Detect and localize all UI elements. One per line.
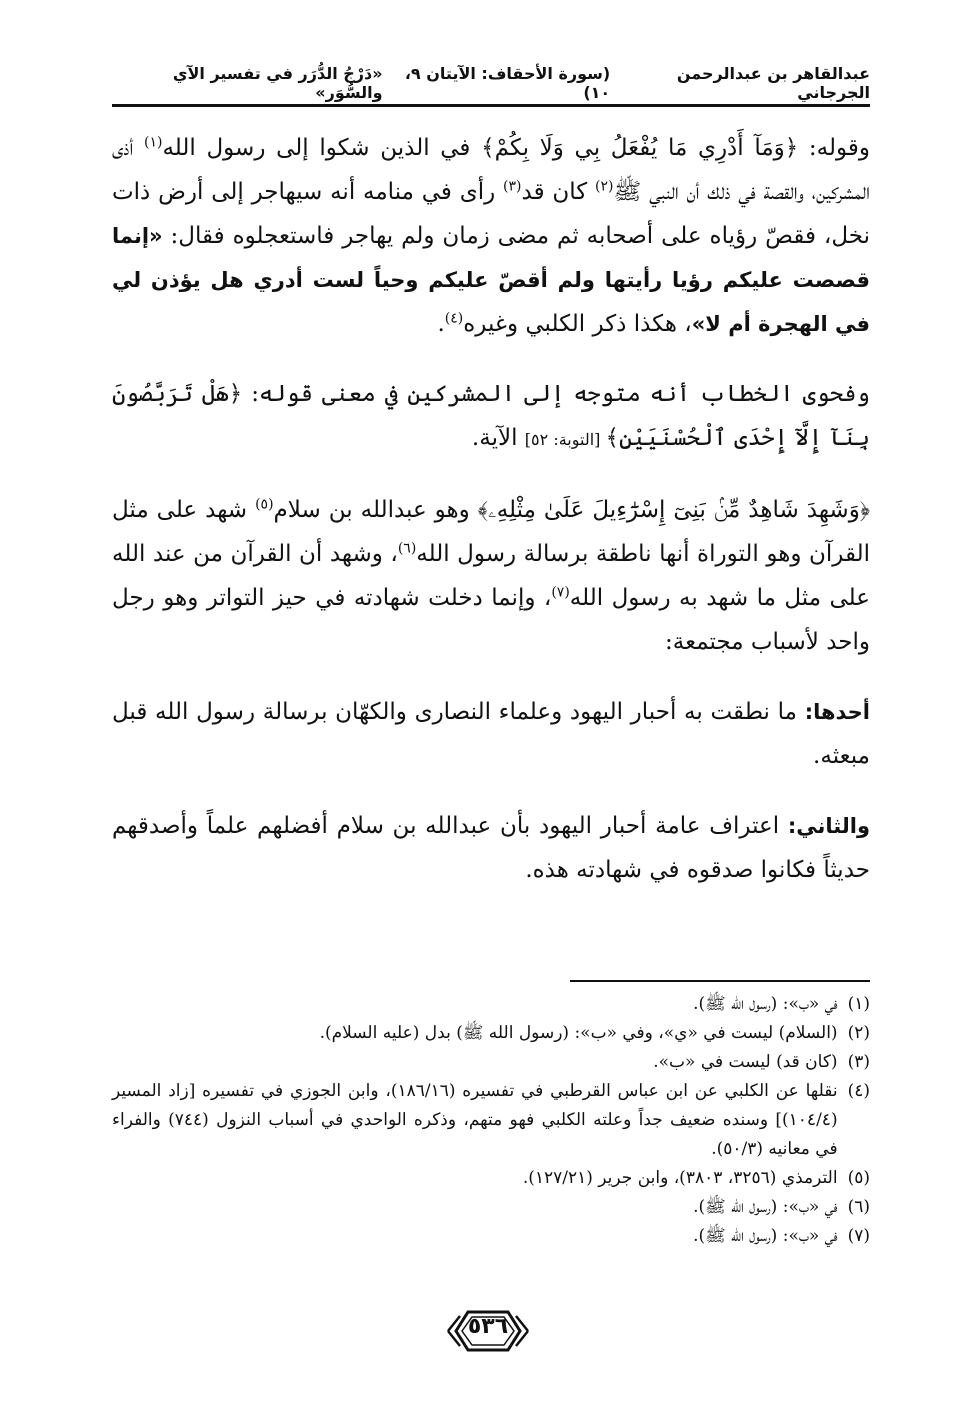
footnote-text: الترمذي (٣٢٥٦، ٣٨٠٣)، وابن جرير (١٢٧/٢١). (522, 1168, 838, 1188)
point-1-label: أحدها: (804, 700, 870, 724)
footnote-number: (٥) (847, 1168, 870, 1188)
footnote-6 (112, 1193, 870, 1222)
footnote-ref-2: (٢) (595, 178, 614, 195)
p2-text-a: وفحوى الخطاب أنه متوجه إلى المشركين في معنى قوله: (242, 381, 870, 407)
quran-verse-2: ﴿هَلْ تَرَبَّصُونَ بِنَآ إِلَّآ إِحْدَى ٱلْحُسْنَيَيْنِ﴾ (112, 381, 870, 451)
header-rule (112, 104, 870, 107)
running-header (112, 66, 870, 100)
quran-verse-1: ﴿وَمَآ أَدْرِي مَا يُفْعَلُ بِي وَلَا بِكُمْ﴾ (481, 135, 799, 161)
p1-text-a: وقوله: (798, 135, 870, 161)
footnote-text: نقلها عن الكلبي عن ابن عباس القرطبي في تفسيره (١٨٦/١٦)، وابن الجوزي في تفسيره [زاد المسير (١٠٤/٤)] وسنده ضعيف جداً وعلته الكلبي فهو متهم، وذكره الواحدي في أسباب النزول (٧٤٤) والفراء في معانيه (٥٠/٣). (112, 1081, 838, 1159)
header-surah: (سورة الأحقاف: الآيتان ٩، ١٠) (404, 64, 611, 102)
footnote-3 (112, 1048, 870, 1077)
p1-text-b: في الذين شكوا إلى رسول الله (162, 135, 482, 161)
footnote-ref-7: (٧) (551, 584, 570, 601)
footnote-number: (٧) (847, 1226, 870, 1246)
footnote-number: (١) (847, 994, 870, 1014)
footnotes (112, 990, 870, 1251)
p1-text-d: كان قد (521, 179, 596, 205)
paragraph-5 (112, 804, 870, 892)
footnote-text: (كان قد) ليست في «ب». (653, 1052, 838, 1072)
footnote-ref-6: (٦) (397, 540, 417, 557)
footnote-number: (٦) (847, 1197, 870, 1217)
footnote-ref-4: (٤) (444, 310, 464, 327)
header-book-title: «دَرْجُ الدُّرَر في تفسير الآي والسُّوَر» (172, 64, 383, 102)
footnote-ref-5: (٥) (255, 496, 274, 513)
p1-text-g: . (437, 311, 445, 337)
footnote-rule (570, 980, 870, 982)
paragraph-2 (112, 372, 870, 462)
p3-text-d: ، وإنما دخلت شهادته في حيز التواتر وهو رجل واحد لأسباب مجتمعة: (112, 585, 870, 655)
footnote-1 (112, 990, 870, 1019)
p1-text-e: رأى في منامه أنه سيهاجر إلى أرض ذات نخل، فقصّ رؤياه على أصحابه ثم مضى زمان ولم يهاجر فاستعجلوه فقال: (112, 179, 870, 249)
p3-text-c: ، وشهد أن القرآن من عند الله على مثل ما شهد به رسول الله (112, 541, 871, 611)
paragraph-1 (112, 126, 870, 346)
footnote-text: (السلام) ليست في «ي»، وفي «ب»: (رسول الله ﷺ) بدل (عليه السلام). (319, 1023, 838, 1043)
footnote-number: (٣) (847, 1052, 870, 1072)
paragraph-4 (112, 690, 870, 778)
footnote-number: (٢) (847, 1023, 870, 1043)
paragraph-3 (112, 488, 870, 664)
p3-text-a: وهو عبدالله بن سلام (273, 497, 478, 523)
p5-text-a: اعتراف عامة أحبار اليهود بأن عبدالله بن سلام أفضلهم علماً وأصدقهم حديثاً فكانوا صدقوه في شهادته هذه. (112, 813, 870, 883)
footnote-text: في «ب»: (رسول الله ﷺ). (693, 1226, 838, 1246)
p4-text-a: ما نطقت به أحبار اليهود وعلماء النصارى والكهّان برسالة رسول الله قبل مبعثه. (112, 699, 870, 769)
page-number: ٥٣٦ (467, 1314, 509, 1339)
footnote-7 (112, 1222, 870, 1251)
footnote-4 (112, 1077, 870, 1164)
p1-text-c: أذى المشركين، والقصة في ذلك أن النبي ﷺ (112, 135, 870, 205)
footnote-number: (٤) (847, 1081, 870, 1101)
point-2-label: والثاني: (787, 814, 871, 838)
p3-text-b: شهد على مثل القرآن وهو التوراة أنها ناطقة برسالة رسول الله (112, 497, 870, 567)
main-text (112, 126, 870, 918)
footnote-text: في «ب»: (رسول الله ﷺ). (693, 994, 838, 1014)
footnote-2 (112, 1019, 870, 1048)
header-author: عبدالقاهر بن عبدالرحمن الجرجاني (676, 64, 870, 102)
p1-text-f: ، هكذا ذكر الكلبي وغيره (463, 311, 692, 337)
p2-text-b: الآية. (471, 425, 525, 451)
quran-verse-3: ﴿وَشَهِدَ شَاهِدٌ مِّنۢ بَنِىٓ إِسْرَٰٓءِيلَ عَلَىٰ مِثْلِهِۦ﴾ (477, 497, 870, 523)
page-number-ornament (446, 1306, 530, 1356)
hadith-quote: «إنما قصصت عليكم رؤيا رأيتها ولم أقصّ عليكم وحياً لست أدري هل يؤذن لي في الهجرة أم لا» (112, 224, 870, 336)
footnote-5 (112, 1164, 870, 1193)
footnote-ref-3: (٣) (503, 178, 522, 195)
footnote-text: في «ب»: (رسول الله ﷺ). (693, 1197, 838, 1217)
verse-reference: [التوبة: ٥٢] (524, 430, 606, 449)
footnote-ref-1: (١) (144, 134, 163, 151)
